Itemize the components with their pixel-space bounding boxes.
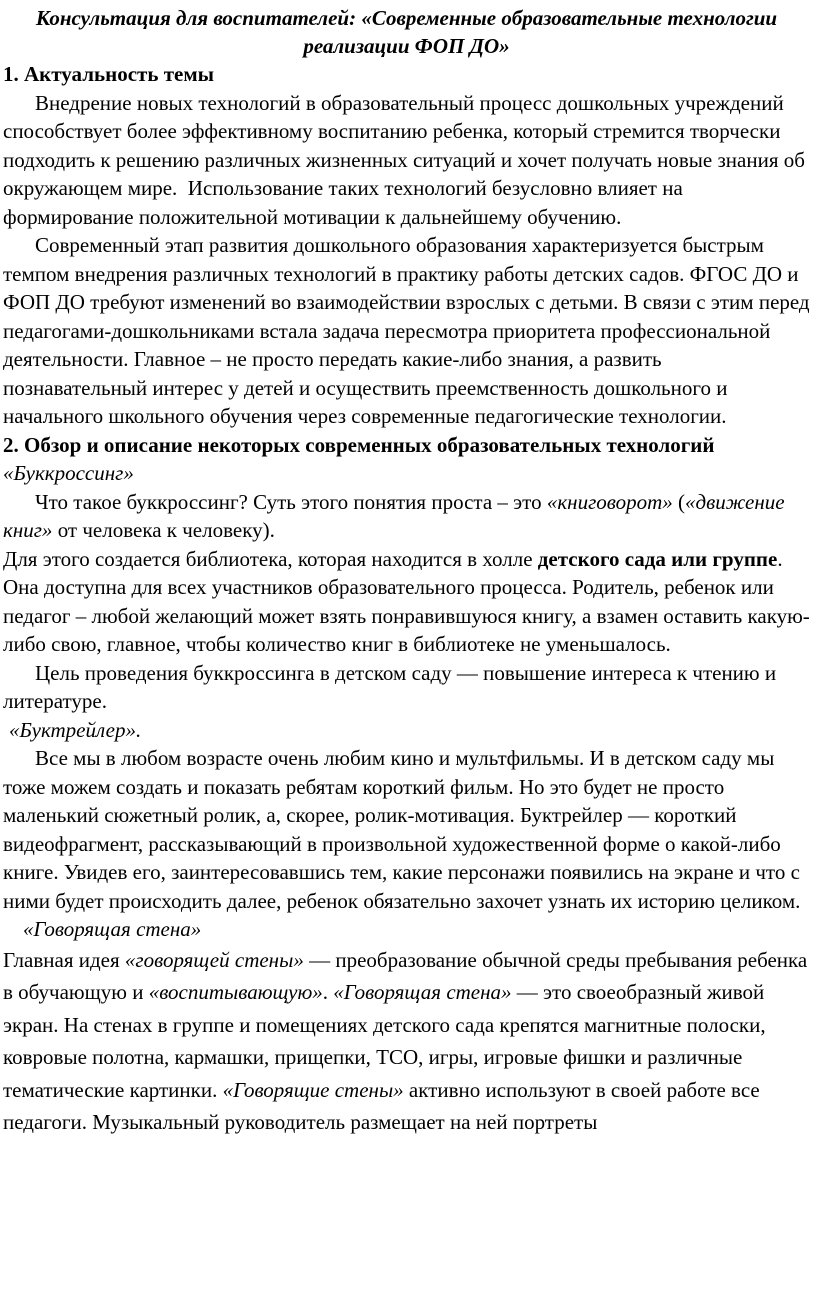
- talking-wall-paragraph: [3, 944, 810, 1139]
- section-1-paragraph-1: [3, 89, 810, 232]
- paragraph-text: (: [678, 489, 686, 514]
- italic-term: «говорящей стены»: [124, 947, 304, 972]
- section-1-paragraph-2: Современный этап развития дошкольного образования характеризуется быстрым темпом внедрения различных технологий в практику работы детских садов. ФГОС ДО и ФОП ДО требуют изменений во взаимодействии взрослых с детьми. В связи с этим перед педагогами-дошкольниками встала задача пересмотра приоритета профессиональной деятельности. Главное – не просто передать какие-либо знания, а развить познавательный интерес у детей и осуществить преемственность дошкольного и начального школьного обучения через современные педагогические технологии.: [3, 233, 810, 428]
- paragraph-text: .: [322, 980, 328, 1004]
- talking-wall-title-text: «Говорящая стена»: [23, 917, 202, 941]
- bookcrossing-title: «Буккроссинг»: [3, 461, 134, 485]
- page-title: Консультация для воспитателей: «Современные образовательные технологии реализации ФОП ДО»: [35, 6, 778, 58]
- section-2-heading-text: 2. Обзор и описание некоторых современных образовательных технологий: [3, 432, 715, 457]
- booktrailer-title-text: «Буктрейлер».: [9, 717, 142, 742]
- section-1-heading: 1. Актуальность темы: [3, 62, 215, 86]
- paragraph-text: Внедрение новых технологий в образовательный процесс дошкольных учреждений способствует более эффективному воспитанию ребенка, который стремится творчески подходить к решению различных жизненных ситуаций и хочет получать новые знания об окружающем мире.: [3, 90, 805, 200]
- italic-term: «Говорящие стены»: [222, 1077, 404, 1102]
- italic-term: «книговорот»: [546, 489, 673, 514]
- italic-term: «воспитывающую»: [148, 980, 323, 1004]
- bold-term: детского сада или группе: [537, 546, 778, 571]
- booktrailer-title: [3, 716, 810, 745]
- paragraph-text: — это своеобразный живой экран. На стенах в группе и помещениях детского сада крепятся магнитные полоски, ковровые полотна, кармашки, прищепки, ТСО, игры, игровые фишки и различные тематические картинки.: [3, 980, 766, 1102]
- italic-term: «движение книг»: [3, 489, 785, 542]
- talking-wall-title: [3, 915, 810, 944]
- paragraph-text: Главная идея: [3, 947, 120, 972]
- paragraph-text: от человека к человеку).: [57, 518, 275, 542]
- paragraph-text: — преобразование обычной среды пребывания ребенка в обучающую и: [3, 947, 808, 1004]
- bookcrossing-paragraph-3: Цель проведения буккроссинга в детском саду — повышение интереса к чтению и литературе.: [3, 660, 777, 713]
- italic-term: «Говорящая стена»: [333, 980, 512, 1004]
- paragraph-text: Что такое буккроссинг? Суть этого понятия проста – это: [35, 489, 542, 514]
- bookcrossing-paragraph-1: [3, 488, 810, 545]
- paragraph-text: Для этого создается библиотека, которая находится в холле: [3, 546, 533, 571]
- paragraph-text: активно используют в своей работе все педагоги. Музыкальный руководитель размещает на ней портреты: [3, 1077, 760, 1134]
- booktrailer-paragraph: Все мы в любом возрасте очень любим кино и мультфильмы. И в детском саду мы тоже можем создать и показать ребятам короткий фильм. Но это будет не просто маленький сюжетный ролик, а, скорее, ролик-мотивация. Буктрейлер — короткий видеофрагмент, рассказывающий в произвольной художественной форме о какой-либо книге. Увидев его, заинтересовавшись тем, какие персонажи появились на экране и что с ними будет происходить далее, ребенок обязательно захочет узнать их историю целиком.: [3, 746, 801, 913]
- bookcrossing-paragraph-2: [3, 545, 810, 659]
- section-2-heading: [3, 431, 810, 488]
- paragraph-text: Использование таких технологий безусловно влияет на формирование положительной мотивации к дальнейшему обучению.: [3, 176, 683, 229]
- paragraph-text: . Она доступна для всех участников образовательного процесса. Родитель, ребенок или педагог – любой желающий может взять понравившуюся книгу, а взамен оставить какую-либо свою, главное, чтобы количество книг в библиотеке не уменьшалось.: [3, 546, 810, 656]
